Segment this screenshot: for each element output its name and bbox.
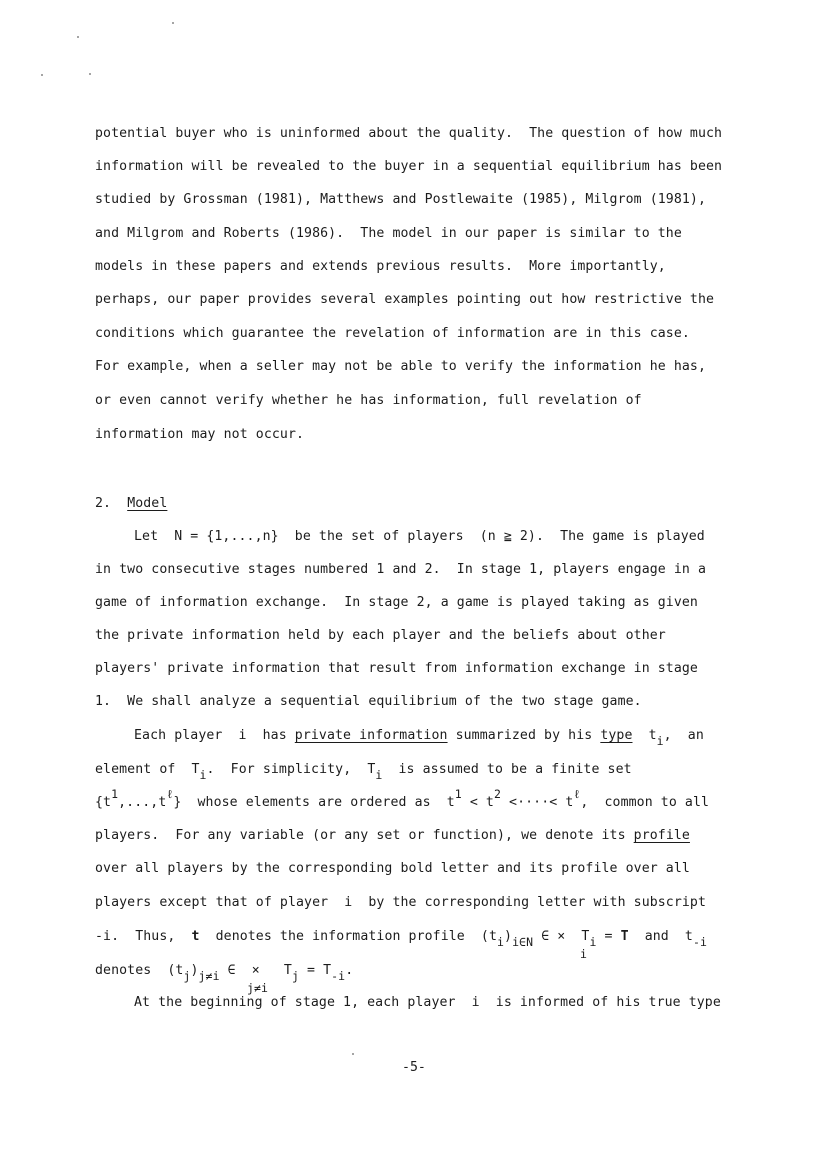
text-line: information may not occur. [95, 427, 305, 442]
text-line: players. For any variable (or any set or function), we denote its profile [95, 828, 690, 843]
scan-speck [89, 73, 91, 75]
section-heading [95, 496, 167, 512]
product-index: j≠i [247, 981, 269, 995]
text-line: over all players by the corresponding bold letter and its profile over all [95, 861, 690, 876]
product-index: i [580, 947, 588, 961]
text-line: the private information held by each player and the beliefs about other [95, 628, 666, 643]
formula-line: -i. Thus, t denotes the information profile (ti)i∈N ∈ × Ti = T and t-i [95, 929, 708, 949]
text-line: potential buyer who is uninformed about the quality. The question of how much [95, 126, 723, 141]
scan-speck [352, 1053, 354, 1055]
text-line: Let N = {1,...,n} be the set of players (n ≧ 2). The game is played [134, 529, 705, 544]
text-line: players' private information that result from information exchange in stage [95, 661, 698, 676]
scan-speck [172, 22, 174, 24]
paragraph-last: At the beginning of stage 1, each player i is informed of his true type [134, 995, 721, 1010]
scan-speck [77, 36, 79, 38]
text-line: game of information exchange. In stage 2, a game is played taking as given [95, 595, 698, 610]
text-line: or even cannot verify whether he has information, full revelation of [95, 393, 642, 408]
text-line: For example, when a seller may not be able to verify the information he has, [95, 359, 707, 374]
scan-speck [41, 74, 43, 76]
text-line: models in these papers and extends previous results. More importantly, [95, 259, 666, 274]
term-type: type [600, 728, 633, 743]
text-line: and Milgrom and Roberts (1986). The model in our paper is similar to the [95, 226, 682, 241]
text-line: 1. We shall analyze a sequential equilibrium of the two stage game. [95, 694, 642, 709]
term-private-information: private information [294, 728, 448, 743]
text-line: information will be revealed to the buyer in a sequential equilibrium has been [95, 159, 723, 174]
text-line: element of Ti. For simplicity, Ti is assumed to be a finite set [95, 762, 632, 782]
text-line: in two consecutive stages numbered 1 and 2. In stage 1, players engage in a [95, 562, 707, 577]
section-number: 2. [95, 496, 112, 511]
text-line: perhaps, our paper provides several examples pointing out how restrictive the [95, 292, 715, 307]
section-title: Model [127, 496, 168, 511]
text-line: conditions which guarantee the revelation of information are in this case. [95, 326, 690, 341]
text-line: players except that of player i by the corresponding letter with subscript [95, 895, 707, 910]
term-profile: profile [633, 828, 690, 843]
text-line: Each player i has private information summarized by his type ti, an [134, 728, 704, 748]
formula-line: denotes (tj)j≠i ∈ × Tj = T-i. [95, 963, 354, 983]
text-line: studied by Grossman (1981), Matthews and Postlewaite (1985), Milgrom (1981), [95, 192, 707, 207]
text-line: {t1,...,tℓ} whose elements are ordered as t1 < t2 <····< tℓ, common to all [95, 787, 710, 810]
page-number: -5- [402, 1060, 426, 1075]
